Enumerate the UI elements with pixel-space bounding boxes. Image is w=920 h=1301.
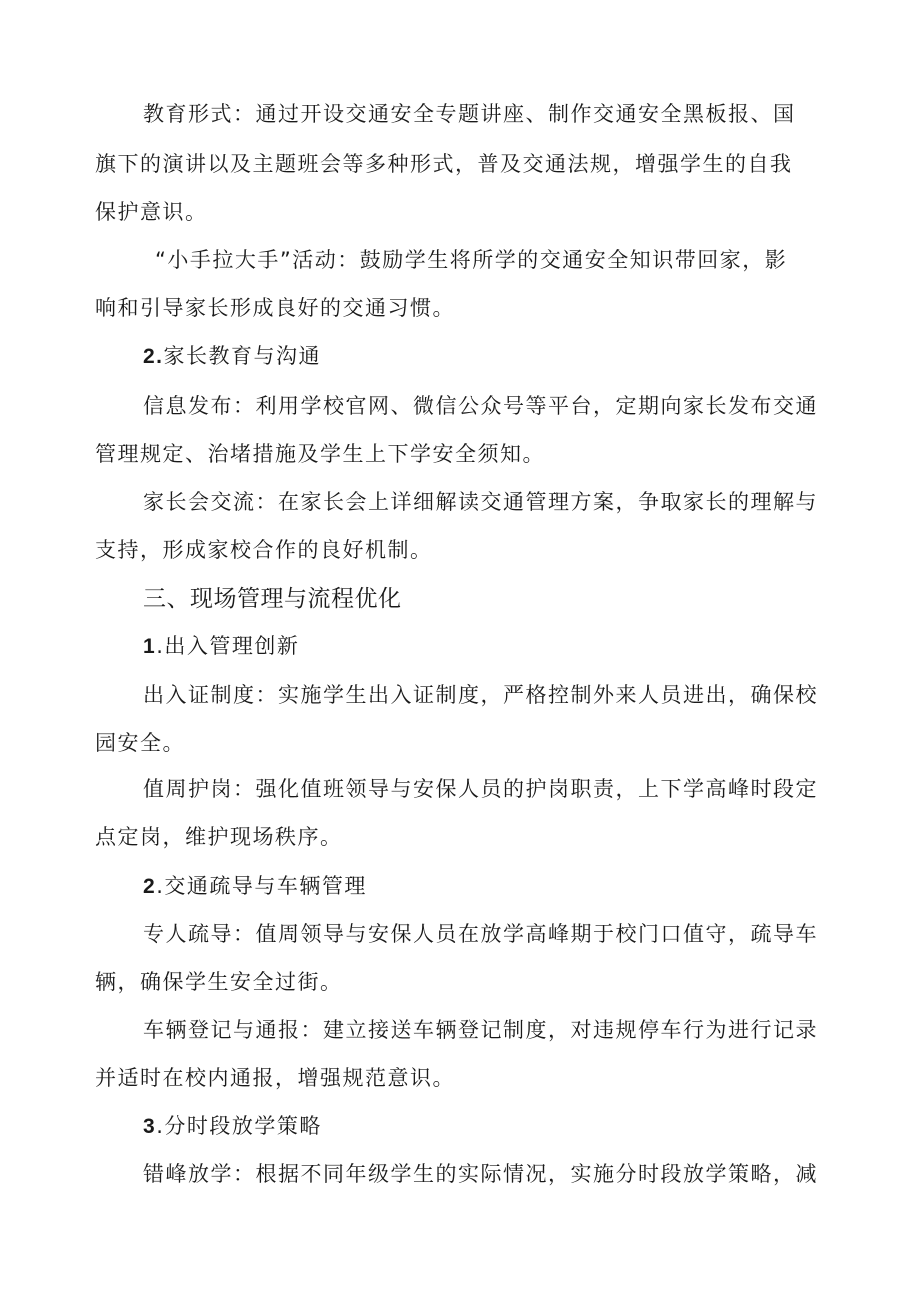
subheading-text: .分时段放学策略 — [156, 1114, 322, 1138]
text-line: 家长会交流：在家长会上详细解读交通管理方案，争取家长的理解与 — [143, 490, 818, 514]
section-title: 三、现场管理与流程优化 — [143, 586, 402, 612]
subheading — [143, 1112, 322, 1141]
subheading-number: 3 — [143, 1115, 157, 1138]
text-line: 错峰放学：根据不同年级学生的实际情况，实施分时段放学策略，减 — [143, 1162, 818, 1186]
text-line: 信息发布：利用学校官网、微信公众号等平台，定期向家长发布交通 — [143, 394, 818, 418]
text-line: 辆，确保学生安全过街。 — [95, 970, 343, 994]
subheading — [143, 632, 299, 661]
text-line: 车辆登记与通报：建立接送车辆登记制度，对违规停车行为进行记录 — [143, 1018, 818, 1042]
text-line: 并适时在校内通报，增强规范意识。 — [95, 1066, 455, 1090]
text-line: “小手拉大手”活动：鼓励学生将所学的交通安全知识带回家，影 — [155, 248, 788, 272]
text-line: 旗下的演讲以及主题班会等多种形式，普及交通法规，增强学生的自我 — [95, 152, 793, 176]
text-line: 专人疏导：值周领导与安保人员在放学高峰期于校门口值守，疏导车 — [143, 922, 818, 946]
subheading-number: 2. — [143, 345, 164, 368]
text-line: 管理规定、治堵措施及学生上下学安全须知。 — [95, 442, 545, 466]
subheading-number: 1 — [143, 635, 157, 658]
subheading-text: .交通疏导与车辆管理 — [156, 874, 367, 898]
text-line: 保护意识。 — [95, 200, 208, 224]
text-line: 响和引导家长形成良好的交通习惯。 — [95, 296, 455, 320]
text-line: 支持，形成家校合作的良好机制。 — [95, 538, 433, 562]
text-line: 教育形式：通过开设交通安全专题讲座、制作交通安全黑板报、国 — [143, 102, 796, 126]
subheading — [143, 872, 367, 901]
subheading-number: 2 — [143, 875, 157, 898]
text-line: 值周护岗：强化值班领导与安保人员的护岗职责，上下学高峰时段定 — [143, 777, 818, 801]
text-line: 出入证制度：实施学生出入证制度，严格控制外来人员进出，确保校 — [143, 683, 818, 707]
text-line: 园安全。 — [95, 731, 185, 755]
subheading-text: 家长教育与沟通 — [163, 344, 322, 368]
text-line: 点定岗，维护现场秩序。 — [95, 825, 343, 849]
subheading-text: .出入管理创新 — [156, 634, 300, 658]
subheading — [143, 342, 321, 371]
